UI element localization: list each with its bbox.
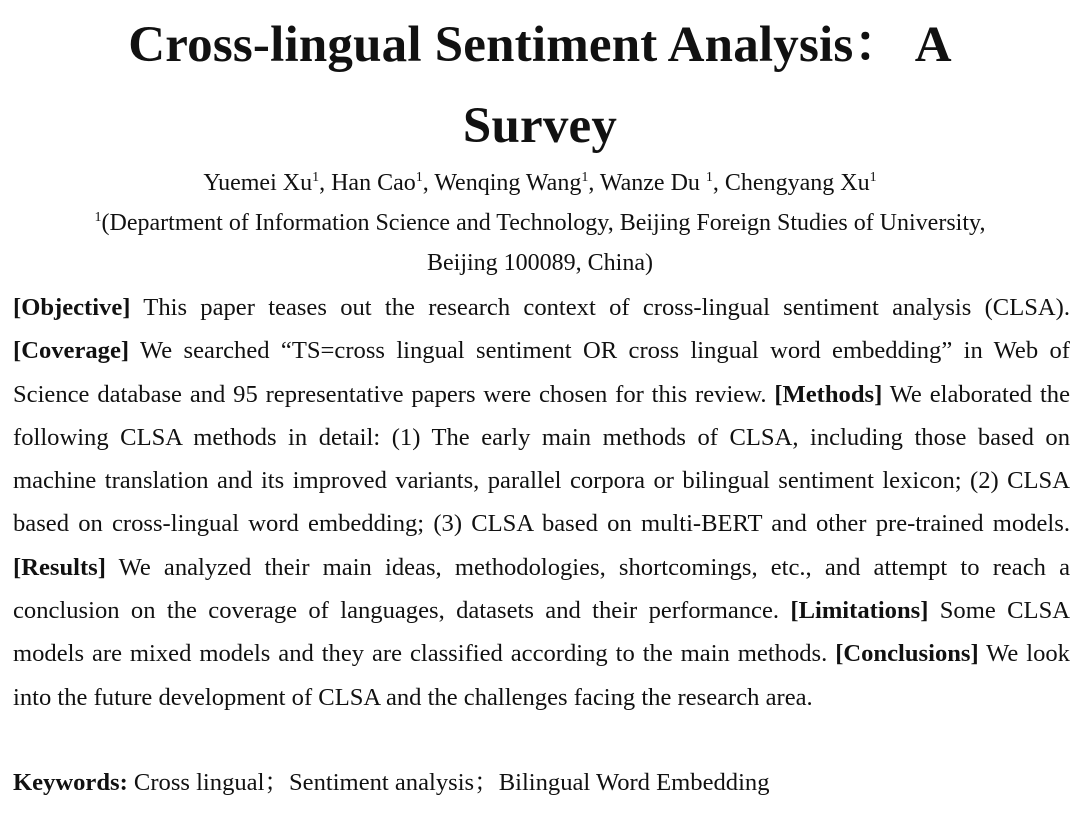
affiliation-text: (Department of Information Science and Technology, Beijing Foreign Studies of University, bbox=[101, 210, 986, 236]
author-list bbox=[0, 168, 1080, 198]
author-name: Chengyang Xu bbox=[724, 170, 870, 196]
results-text: We analyzed their main ideas, methodologies, shortcomings, etc., and attempt to reach a conclusion on the coverage of languages, datasets and their performance. bbox=[13, 553, 1070, 625]
author-affiliation-mark: 1 bbox=[581, 170, 589, 185]
conclusions-label: [Conclusions] bbox=[835, 640, 979, 668]
keywords-label: Keywords: bbox=[13, 769, 128, 796]
limitations-label: [Limitations] bbox=[790, 597, 929, 625]
author-separator: , bbox=[712, 170, 725, 196]
author-name: Wanze Du bbox=[599, 170, 706, 196]
paper-title-line-2: Survey bbox=[462, 98, 618, 154]
abstract bbox=[13, 286, 1070, 719]
affiliation-line-1 bbox=[0, 208, 1080, 238]
author-affiliation-mark: 1 bbox=[705, 170, 713, 185]
author-affiliation-mark: 1 bbox=[869, 170, 877, 185]
keywords-list: Cross lingual；Sentiment analysis；Bilingual Word Embedding bbox=[133, 769, 770, 796]
author-separator: , bbox=[588, 170, 600, 196]
author-name: Yuemei Xu bbox=[203, 170, 313, 196]
author-affiliation-mark: 1 bbox=[312, 170, 320, 185]
objective-label: [Objective] bbox=[13, 294, 131, 321]
coverage-label: [Coverage] bbox=[13, 337, 130, 365]
coverage-text: We searched “TS=cross lingual sentiment OR cross lingual word embedding” in Web of Science database and 95 representative papers were chosen for this review. bbox=[13, 337, 1070, 408]
author-affiliation-mark: 1 bbox=[415, 170, 423, 185]
keywords bbox=[13, 763, 1070, 803]
results-label: [Results] bbox=[13, 553, 106, 581]
author-name: Han Cao bbox=[331, 170, 416, 196]
author-separator: , bbox=[422, 170, 435, 196]
conclusions-text: We look into the future development of CLSA and the challenges facing the research area. bbox=[13, 640, 1070, 711]
limitations-text: Some CLSA models are mixed models and they are classified according to the main methods. bbox=[13, 597, 1071, 668]
author-separator: , bbox=[319, 170, 332, 196]
paper-title-line-1: Cross-lingual Sentiment Analysis： A bbox=[128, 17, 952, 73]
methods-text: We elaborated the following CLSA methods in detail: (1) The early main methods of CLSA, including those based on machine translation and its improved variants, parallel corpora or bilingual sentiment lexicon; (2) CLSA based on cross-lingual word embedding; (3) CLSA based on multi-BERT and other pre-trained models. bbox=[13, 380, 1070, 538]
affiliation-mark: 1 bbox=[94, 210, 102, 225]
affiliation-line-2: Beijing 100089, China) bbox=[427, 250, 653, 276]
methods-label: [Methods] bbox=[774, 380, 883, 408]
objective-text: This paper teases out the research context of cross-lingual sentiment analysis (CLSA). bbox=[130, 294, 1070, 321]
author-name: Wenqing Wang bbox=[434, 170, 582, 196]
